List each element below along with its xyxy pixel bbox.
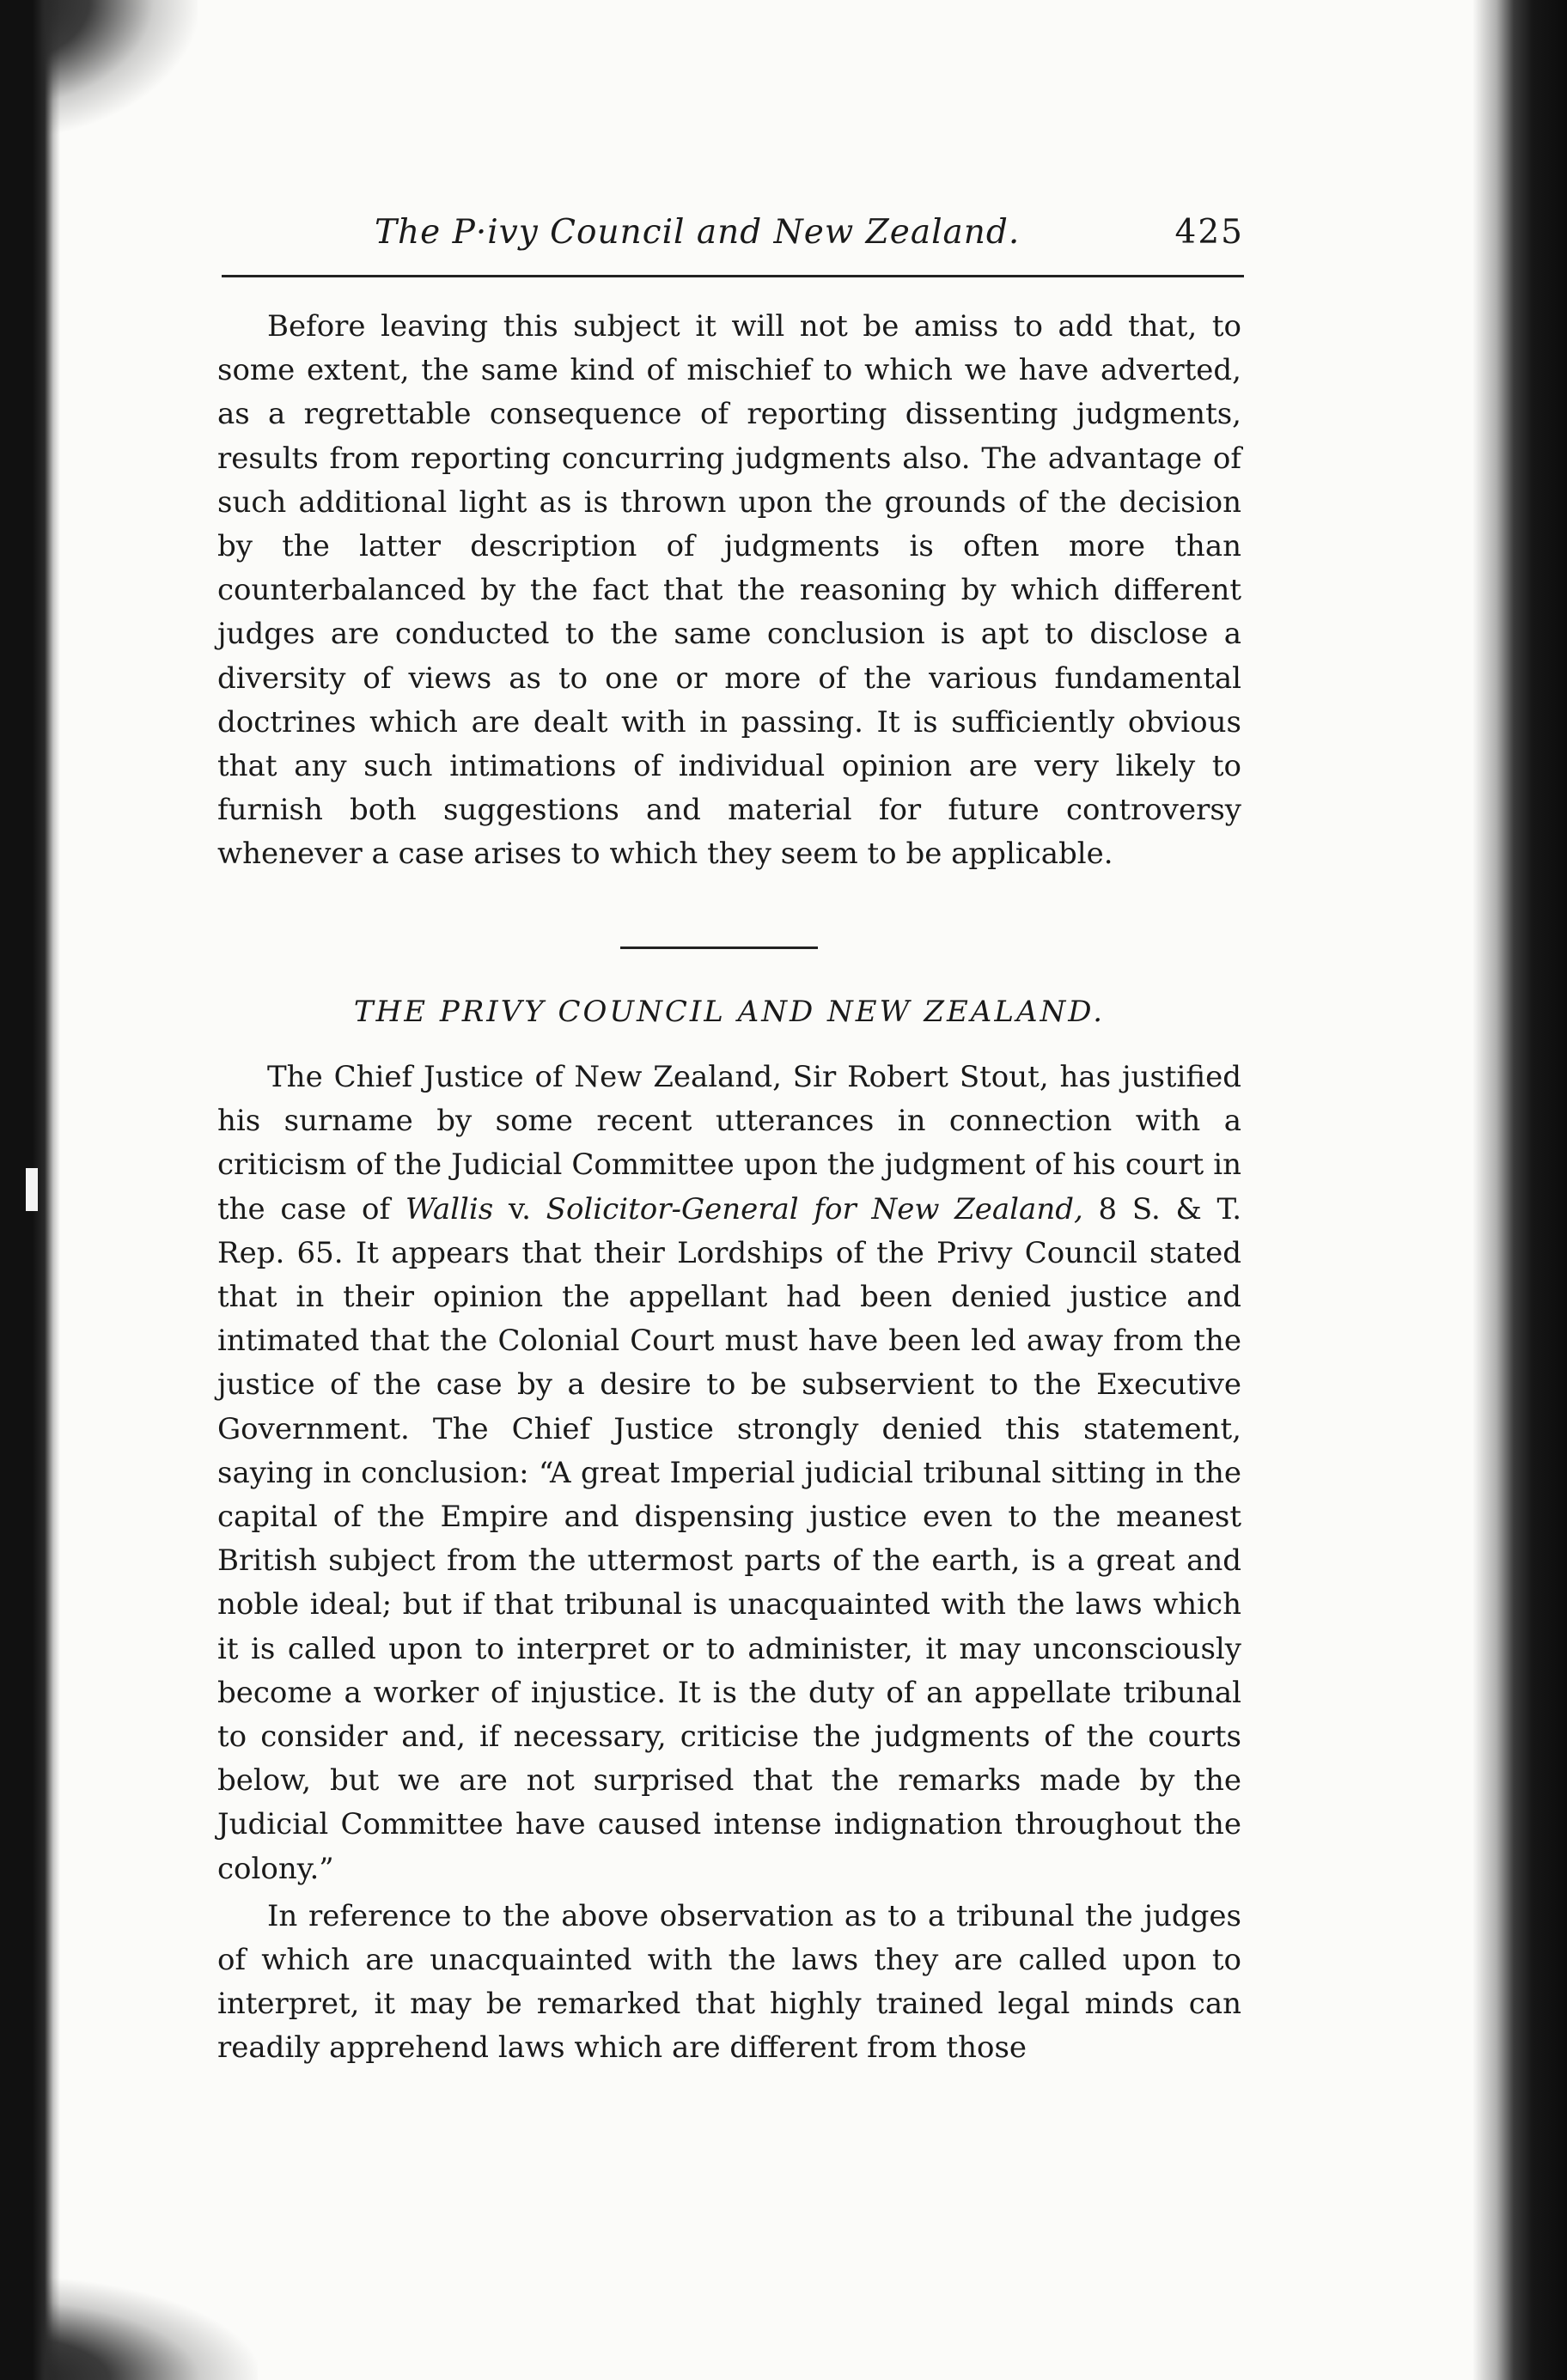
case-name-party-2: Solicitor-General for New Zealand, bbox=[546, 1191, 1083, 1227]
case-name-party-1: Wallis bbox=[405, 1191, 494, 1227]
running-header bbox=[222, 206, 1244, 266]
header-rule bbox=[222, 275, 1244, 277]
paragraph-text-lead: The Chief Justice of New Zealand, Sir Robert Stout, has justified his surname by some recent utterances in connection with a criticism of the Judicial Committee upon the judgment of his court in the case of bbox=[217, 1060, 1241, 1227]
paragraph-text-rest: 8 S. & T. Rep. 65. It appears that their Lordships of the Privy Council stated that in their opinion the appellant had been denied justice and intimated that the Colonial Court must have been led away from the justice of the case by a desire to be subservient to the Executive Government. The Chief Justice strongly denied this statement, saying in conclusion: “A great Imperial judicial tribunal sitting in the capital of the Empire and dispensing justice even to the meanest British subject from the uttermost parts of the earth, is a great and noble ideal; but if that tribunal is unacquainted with the laws which it is called upon to interpret or to administer, it may unconsciously become a worker of injustice. It is the duty of an appellate tribunal to consider and, if necessary, criticise the judgments of the courts below, but we are not surprised that the remarks made by the Judicial Committee have caused intense indignation throughout the colony.” bbox=[217, 1191, 1242, 1886]
paragraph-reporting-judgments: Before leaving this subject it will not be amiss to add that, to some extent, the same kind of mischief to which we have adverted, as a regrettable consequence of reporting dissenting judgments, results from reporting concurring judgments also. The advantage of such additional light as is thrown upon the grounds of the decision by the latter description of judgments is often more than counterbalanced by the fact that the reasoning by which different judges are conducted to the same conclusion is apt to disclose a diversity of views as to one or more of the various fundamental doctrines which are dealt with in passing. It is sufficiently obvious that any such intimations of individual opinion are very likely to furnish both suggestions and material for future controversy whenever a case arises to which they seem to be applicable. bbox=[217, 309, 1241, 872]
running-title: The P·ivy Council and New Zealand. bbox=[375, 213, 1021, 252]
section-divider bbox=[620, 947, 818, 949]
opening-section bbox=[217, 305, 1241, 877]
privy-council-section bbox=[217, 1056, 1241, 2071]
page-number: 425 bbox=[1174, 213, 1244, 252]
scan-edge-right bbox=[1472, 0, 1567, 2380]
paragraph-chief-justice bbox=[217, 1056, 1241, 1891]
case-versus: v. bbox=[508, 1191, 531, 1227]
paragraph-reference: In reference to the above observation as to a tribunal the judges of which are unacquainted with the laws they are called upon to interpret, it may be remarked that highly trained legal minds can readily apprehend laws which are different from those bbox=[217, 1898, 1241, 2066]
section-heading: THE PRIVY COUNCIL AND NEW ZEALAND. bbox=[353, 995, 1106, 1029]
scan-edge-left-gap bbox=[26, 1168, 38, 1211]
